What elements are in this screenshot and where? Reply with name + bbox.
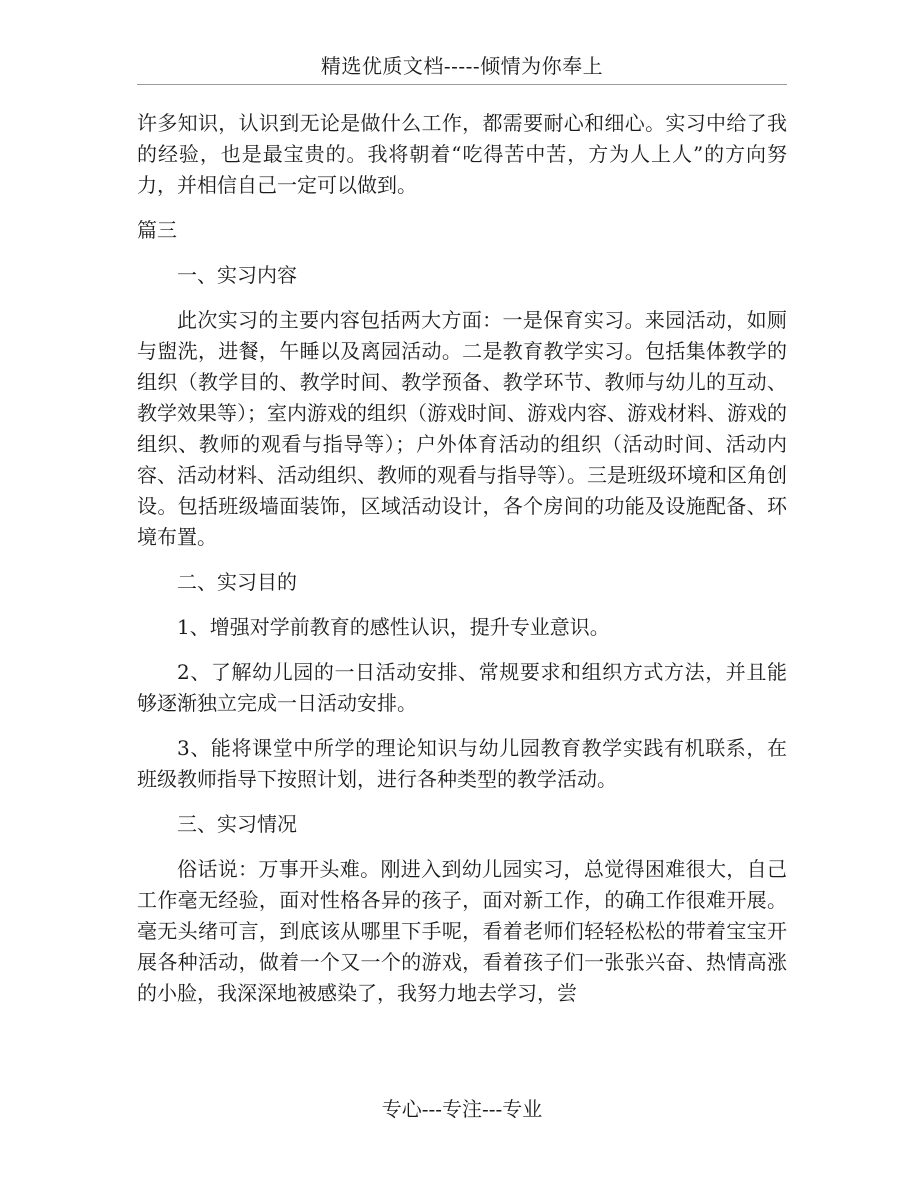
paragraph-continuation: 许多知识，认识到无论是做什么工作，都需要耐心和细心。实习中给了我的经验，也是最宝贵的。我将朝着“吃得苦中苦，方为人上人”的方向努力，并相信自己一定可以做到。 bbox=[137, 111, 787, 197]
heading-internship-content: 一、实习内容 bbox=[177, 263, 297, 287]
page-footer: 专心---专注---专业 bbox=[381, 1097, 543, 1121]
section-title-part-three: 篇三 bbox=[137, 218, 177, 242]
purpose-item-3: 3、能将课堂中所学的理论知识与幼儿园教育教学实践有机联系，在班级教师指导下按照计划，进行各种类型的教学活动。 bbox=[137, 736, 787, 791]
header-divider bbox=[137, 84, 787, 85]
purpose-item-1: 1、增强对学前教育的感性认识，提升专业意识。 bbox=[177, 615, 610, 639]
page-header: 精选优质文档-----倾情为你奉上 bbox=[320, 54, 604, 78]
purpose-item-2: 2、了解幼儿园的一日活动安排、常规要求和组织方式方法，并且能够逐渐独立完成一日活动安排。 bbox=[137, 660, 787, 715]
document-body bbox=[137, 108, 787, 1023]
heading-internship-situation: 三、实习情况 bbox=[177, 812, 297, 836]
heading-internship-purpose: 二、实习目的 bbox=[177, 570, 297, 594]
paragraph-internship-situation: 俗话说：万事开头难。刚进入到幼儿园实习，总觉得困难很大，自己工作毫无经验，面对性格各异的孩子，面对新工作，的确工作很难开展。毫无头绪可言，到底该从哪里下手呢，看着老师们轻轻松松的带着宝宝开展各种活动，做着一个又一个的游戏，看着孩子们一张张兴奋、热情高涨的小脸，我深深地被感染了，我努力地去学习，尝 bbox=[137, 857, 787, 1005]
paragraph-internship-content: 此次实习的主要内容包括两大方面：一是保育实习。来园活动，如厕与盥洗，进餐，午睡以及离园活动。二是教育教学实习。包括集体教学的组织（教学目的、教学时间、教学预备、教学环节、教师与幼儿的互动、教学效果等）；室内游戏的组织（游戏时间、游戏内容、游戏材料、游戏的组织、教师的观看与指导等）；户外体育活动的组织（活动时间、活动内容、活动材料、活动组织、教师的观看与指导等）。三是班级环境和区角创设。包括班级墙面装饰，区域活动设计，各个房间的功能及设施配备、环境布置。 bbox=[137, 308, 787, 549]
